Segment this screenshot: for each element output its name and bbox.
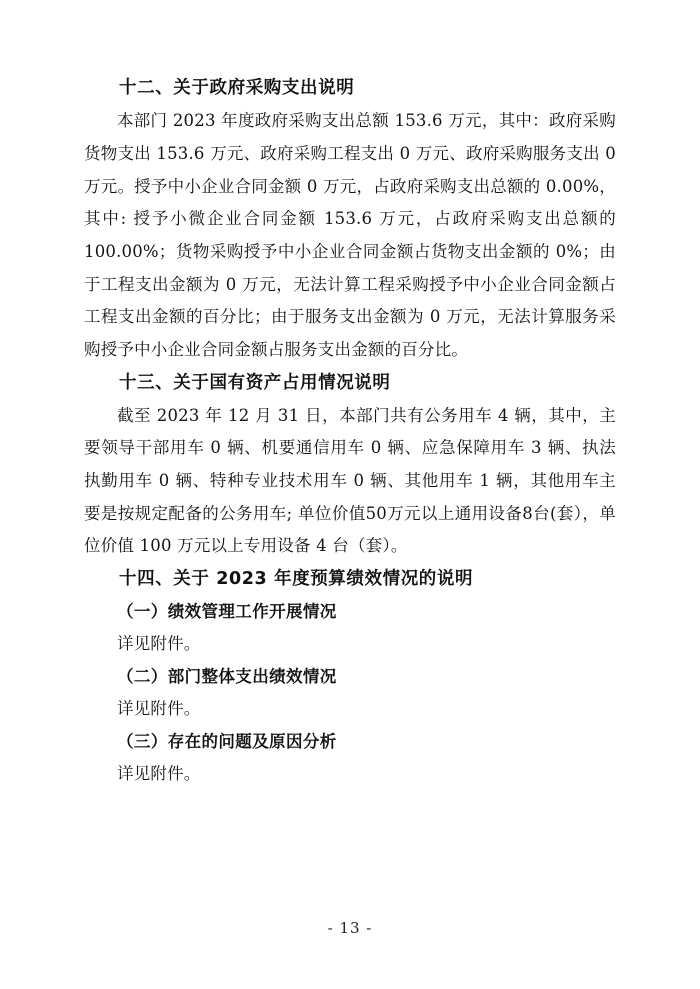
sub-paragraph-14-1: 详见附件。 — [117, 634, 201, 654]
sub-paragraph-14-2: 详见附件。 — [117, 699, 201, 719]
sub-heading-14-2: （二）部门整体支出绩效情况 — [117, 667, 337, 687]
document-body — [84, 72, 616, 791]
section-heading-13: 十三、关于国有资产占用情况说明 — [119, 372, 391, 393]
sub-heading-14-1: （一）绩效管理工作开展情况 — [117, 602, 337, 622]
page-number: - 13 - — [327, 919, 373, 937]
sub-heading-14-3: （三）存在的问题及原因分析 — [117, 731, 337, 751]
sub-paragraph-14-3: 详见附件。 — [117, 764, 201, 784]
section-heading-14: 十四、关于 2023 年度预算绩效情况的说明 — [119, 569, 474, 590]
section-heading-12: 十二、关于政府采购支出说明 — [119, 78, 355, 98]
section-paragraph-13: 截至 2023 年 12 月 31 日，本部门共有公务用车 4 辆，其中，主要领导干部用车 0 辆、机要通信用车 0 辆、应急保障用车 3 辆、执法执勤用车 0 辆、特种专业技术用车 0 辆、其他用车 1 辆，其他用车主要是按规定配备的公务用车; 单位价值50万元以上通用设备8台(套），单位价值 100 万元以上专用设备 4 台（套）。 — [84, 405, 616, 556]
section-paragraph-12: 本部门 2023 年度政府采购支出总额 153.6 万元，其中：政府采购货物支出 153.6 万元、政府采购工程支出 0 万元、政府采购服务支出 0 万元。授予中小企业合同金额 0 万元，占政府采购支出总额的 0.00%，其中: 授予小微企业合同金额 153.6 万元，占政府采购支出总额的 100.00%；货物采购授予中小企业合同金额占货物支出金额的 0%；由于工程支出金额为 0 万元，无法计算工程采购授予中小企业合同金额占工程支出金额的百分比；由于服务支出金额为 0 万元，无法计算服务采购授予中小企业合同金额占服务支出金额的百分比。 — [84, 111, 616, 359]
